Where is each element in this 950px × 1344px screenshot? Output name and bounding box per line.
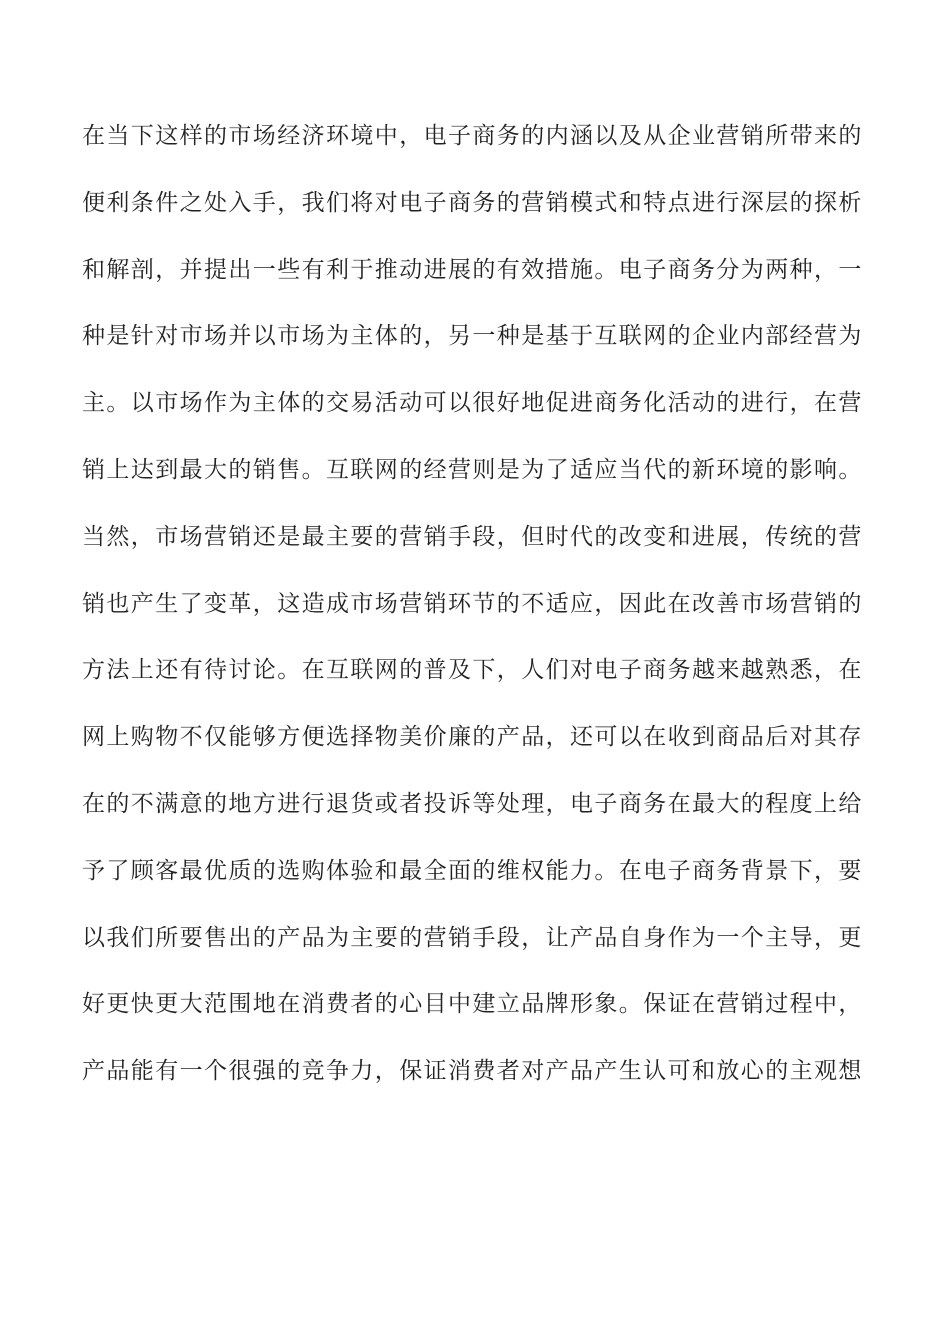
text-line: 网上购物不仅能够方便选择物美价廉的产品，还可以在收到商品后对其存 xyxy=(82,724,863,751)
text-line: 好更快更大范围地在消费者的心目中建立品牌形象。保证在营销过程中， xyxy=(82,991,863,1018)
text-line: 方法上还有待讨论。在互联网的普及下，人们对电子商务越来越熟悉，在 xyxy=(82,657,863,684)
text-line: 产品能有一个很强的竞争力，保证消费者对产品产生认可和放心的主观想 xyxy=(82,1058,863,1085)
text-line: 和解剖，并提出一些有利于推动进展的有效措施。电子商务分为两种，一 xyxy=(82,256,863,283)
text-line: 予了顾客最优质的选购体验和最全面的维权能力。在电子商务背景下，要 xyxy=(82,857,863,884)
text-line: 以我们所要售出的产品为主要的营销手段，让产品自身作为一个主导，更 xyxy=(82,924,863,951)
text-line: 主。以市场作为主体的交易活动可以很好地促进商务化活动的进行，在营 xyxy=(82,390,863,417)
body-text xyxy=(82,112,872,1114)
text-line: 在当下这样的市场经济环境中，电子商务的内涵以及从企业营销所带来的 xyxy=(82,123,863,149)
text-line: 当然，市场营销还是最主要的营销手段，但时代的改变和进展，传统的营 xyxy=(82,523,863,550)
text-line: 销也产生了变革，这造成市场营销环节的不适应，因此在改善市场营销的 xyxy=(82,590,863,617)
text-line: 销上达到最大的销售。互联网的经营则是为了适应当代的新环境的影响。 xyxy=(82,456,863,483)
text-line: 便利条件之处入手，我们将对电子商务的营销模式和特点进行深层的探析 xyxy=(82,189,863,216)
text-line: 种是针对市场并以市场为主体的，另一种是基于互联网的企业内部经营为 xyxy=(82,323,863,350)
text-line: 在的不满意的地方进行退货或者投诉等处理，电子商务在最大的程度上给 xyxy=(82,790,863,817)
